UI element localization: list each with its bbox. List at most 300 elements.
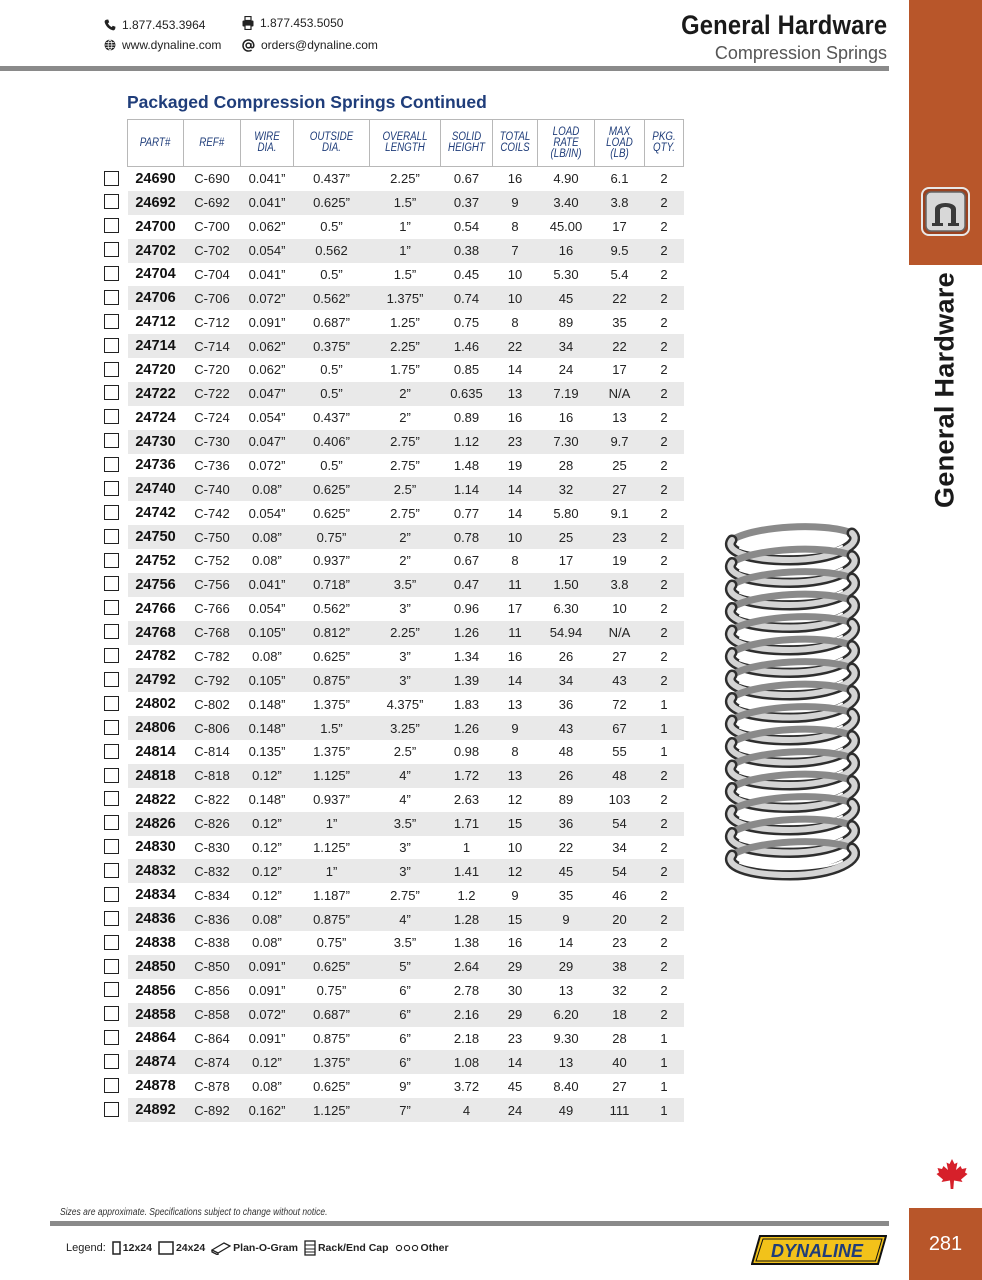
- table-cell: 0.12”: [241, 764, 294, 788]
- table-row: [128, 430, 684, 454]
- email-contact[interactable]: [242, 38, 378, 52]
- table-cell: 22: [558, 839, 574, 855]
- part-number-cell: 24722: [128, 382, 184, 406]
- part-number-cell: 24742: [135, 505, 176, 522]
- table-row: [128, 692, 684, 716]
- table-cell: 9”: [399, 1078, 411, 1094]
- table-cell: 34: [538, 334, 595, 358]
- table-cell: 0.041”: [241, 573, 294, 597]
- table-row: [128, 310, 684, 334]
- table-cell: 0.54: [453, 219, 480, 235]
- table-cell: 2: [645, 573, 684, 597]
- table-cell: 2: [645, 1003, 684, 1027]
- table-cell: 5.4: [610, 266, 629, 282]
- table-cell: 1.5”: [370, 191, 441, 215]
- order-checkbox[interactable]: [104, 720, 119, 735]
- table-row: [128, 1027, 684, 1051]
- table-cell: 16: [507, 648, 523, 664]
- table-cell: 27: [612, 648, 627, 664]
- table-row: [128, 167, 684, 191]
- table-cell: 2.63: [453, 792, 480, 808]
- table-cell: 12: [493, 859, 538, 883]
- compression-spring-image: [724, 510, 860, 882]
- table-cell: 0.562”: [294, 286, 370, 310]
- table-row: [128, 931, 684, 955]
- legend-item-12x24: [112, 1241, 152, 1255]
- order-checkbox[interactable]: [104, 529, 119, 544]
- table-cell: 1.46: [441, 334, 493, 358]
- order-checkbox[interactable]: [104, 362, 119, 377]
- table-cell: 2: [660, 362, 668, 378]
- table-cell: 20: [595, 907, 645, 931]
- table-cell: 0.875”: [294, 907, 370, 931]
- table-row: [128, 812, 684, 836]
- phone-number: 1.877.453.3964: [122, 18, 206, 32]
- table-cell: 0.635: [441, 382, 493, 406]
- table-cell: 1: [660, 696, 668, 712]
- table-cell: 2.18: [453, 1030, 480, 1046]
- table-cell: C-802: [194, 696, 230, 712]
- table-cell: 1.83: [453, 696, 480, 712]
- table-cell: 1.71: [441, 812, 493, 836]
- table-cell: 17: [612, 219, 627, 235]
- order-checkbox[interactable]: [104, 648, 119, 663]
- table-cell: 13: [493, 764, 538, 788]
- table-cell: 0.75”: [316, 935, 347, 951]
- table-cell: 18: [595, 1003, 645, 1027]
- table-cell: 9: [493, 716, 538, 740]
- order-checkbox[interactable]: [104, 385, 119, 400]
- table-cell: 3.72: [453, 1078, 480, 1094]
- table-cell: 19: [612, 553, 627, 569]
- table-cell: 0.5”: [320, 362, 343, 378]
- table-cell: 3”: [399, 839, 411, 855]
- order-checkbox[interactable]: [104, 553, 119, 568]
- table-cell: 0.041”: [241, 191, 294, 215]
- table-cell: 16: [507, 410, 523, 426]
- table-cell: 13: [493, 382, 538, 406]
- website-contact[interactable]: [104, 38, 221, 52]
- table-cell: C-702: [184, 239, 241, 263]
- table-row: [128, 1003, 684, 1027]
- table-cell: 2.25”: [390, 171, 420, 187]
- hardware-category-icon: [921, 187, 970, 236]
- table-cell: 22: [595, 286, 645, 310]
- table-cell: 2.5”: [393, 744, 417, 760]
- table-cell: C-838: [194, 935, 230, 951]
- order-checkbox[interactable]: [104, 959, 119, 974]
- table-cell: 5.80: [553, 505, 579, 521]
- table-cell: C-834: [194, 887, 230, 903]
- table-row: [128, 788, 684, 812]
- order-checkbox[interactable]: [104, 863, 119, 878]
- table-cell: 2: [660, 410, 668, 426]
- column-header: [538, 120, 595, 167]
- table-cell: 72: [612, 696, 627, 712]
- part-number-cell: 24864: [135, 1030, 176, 1047]
- table-cell: C-858: [184, 1003, 241, 1027]
- table-cell: 17: [507, 601, 523, 617]
- table-row: [128, 549, 684, 573]
- table-cell: 0.875”: [294, 668, 370, 692]
- table-cell: 0.5”: [320, 457, 343, 473]
- order-checkbox[interactable]: [104, 314, 119, 329]
- table-cell: 0.08”: [252, 553, 282, 569]
- table-cell: C-742: [194, 505, 230, 521]
- order-checkbox[interactable]: [104, 218, 119, 233]
- footer-divider: [50, 1221, 889, 1226]
- table-cell: 0.625”: [313, 648, 350, 664]
- table-cell: 3”: [399, 648, 411, 664]
- table-cell: 9: [538, 907, 595, 931]
- table-cell: C-826: [184, 812, 241, 836]
- order-checkbox[interactable]: [104, 624, 119, 639]
- table-cell: 45: [538, 859, 595, 883]
- table-cell: 2: [645, 239, 684, 263]
- table-cell: 1.08: [441, 1050, 493, 1074]
- table-cell: 2: [660, 601, 668, 617]
- order-checkbox[interactable]: [104, 576, 119, 591]
- order-checkbox[interactable]: [104, 433, 119, 448]
- table-cell: 0.08”: [241, 525, 294, 549]
- order-checkbox[interactable]: [104, 768, 119, 783]
- table-cell: 0.072”: [248, 457, 286, 473]
- website-link[interactable]: www.dynaline.com: [122, 38, 222, 52]
- table-cell: 1.41: [441, 859, 493, 883]
- order-checkbox[interactable]: [104, 1054, 119, 1069]
- table-cell: 10: [493, 525, 538, 549]
- table-cell: 22: [493, 334, 538, 358]
- table-cell: C-874: [184, 1050, 241, 1074]
- table-cell: 34: [612, 839, 627, 855]
- table-cell: 1”: [294, 812, 370, 836]
- table-cell: 2: [660, 171, 668, 187]
- table-cell: 8: [511, 553, 519, 569]
- part-number-cell: 24766: [135, 600, 176, 617]
- table-cell: 25: [538, 525, 595, 549]
- table-cell: 0.054”: [248, 505, 286, 521]
- table-cell: 1.26: [441, 716, 493, 740]
- table-cell: 19: [507, 457, 523, 473]
- table-cell: 0.875”: [313, 1030, 350, 1046]
- table-cell: 2: [645, 477, 684, 501]
- table-cell: 1”: [370, 239, 441, 263]
- table-cell: C-850: [184, 955, 241, 979]
- order-checkbox[interactable]: [104, 171, 119, 186]
- order-checkbox[interactable]: [104, 290, 119, 305]
- table-cell: 26: [538, 764, 595, 788]
- order-checkbox[interactable]: [104, 194, 119, 209]
- part-number-cell: 24836: [128, 907, 184, 931]
- table-cell: 36: [558, 696, 574, 712]
- part-number-cell: 24878: [135, 1078, 176, 1095]
- table-cell: 24: [558, 362, 574, 378]
- order-checkbox[interactable]: [104, 266, 119, 281]
- table-cell: 23: [507, 1030, 523, 1046]
- order-checkbox[interactable]: [104, 815, 119, 830]
- table-cell: 2.5”: [370, 477, 441, 501]
- table-cell: 0.091”: [241, 955, 294, 979]
- table-cell: 0.937”: [313, 792, 350, 808]
- table-cell: C-752: [194, 553, 230, 569]
- part-number-cell: 24858: [128, 1003, 184, 1027]
- table-cell: 9.30: [553, 1030, 579, 1046]
- table-cell: 2: [660, 792, 668, 808]
- section-title: Packaged Compression Springs Continued: [127, 92, 487, 112]
- table-cell: 0.148”: [241, 716, 294, 740]
- table-row: [128, 597, 684, 621]
- table-cell: 2: [645, 859, 684, 883]
- order-checkbox[interactable]: [104, 1006, 119, 1021]
- column-header: [184, 120, 241, 167]
- table-row: [128, 573, 684, 597]
- order-checkbox[interactable]: [104, 696, 119, 711]
- part-number-cell: 24874: [128, 1050, 184, 1074]
- part-number-cell: 24704: [135, 266, 176, 283]
- table-cell: 2: [660, 266, 668, 282]
- order-checkbox[interactable]: [104, 457, 119, 472]
- table-cell: 2”: [370, 525, 441, 549]
- order-checkbox[interactable]: [104, 242, 119, 257]
- table-cell: 2: [645, 907, 684, 931]
- table-cell: 25: [612, 457, 627, 473]
- table-cell: 6.1: [610, 171, 629, 187]
- order-checkbox[interactable]: [104, 791, 119, 806]
- table-cell: 2: [645, 286, 684, 310]
- table-cell: C-830: [194, 839, 230, 855]
- column-header-label: TOTAL COILS: [499, 131, 531, 154]
- table-row: [128, 334, 684, 358]
- table-cell: 9.5: [595, 239, 645, 263]
- part-number-cell: 24838: [135, 934, 176, 951]
- table-cell: 4”: [370, 764, 441, 788]
- table-cell: 0.85: [453, 362, 480, 378]
- column-header: [493, 120, 538, 167]
- table-cell: 0.437”: [313, 410, 350, 426]
- part-number-cell: 24750: [128, 525, 184, 549]
- table-cell: 4: [441, 1098, 493, 1122]
- table-cell: 23: [493, 430, 538, 454]
- column-header: [128, 120, 184, 167]
- table-cell: 34: [538, 668, 595, 692]
- table-cell: 4”: [399, 792, 411, 808]
- dynaline-logo: [751, 1235, 887, 1265]
- globe-icon: [104, 39, 116, 51]
- table-cell: 1.12: [441, 430, 493, 454]
- table-cell: 2.75”: [370, 430, 441, 454]
- table-cell: 0.5”: [320, 266, 343, 282]
- table-cell: 0.625”: [294, 955, 370, 979]
- part-number-cell: 24822: [135, 791, 176, 808]
- column-header: [595, 120, 645, 167]
- order-checkbox[interactable]: [104, 911, 119, 926]
- table-row: [128, 979, 684, 1003]
- table-cell: C-712: [194, 314, 230, 330]
- table-cell: 0.625”: [294, 477, 370, 501]
- order-checkbox[interactable]: [104, 935, 119, 950]
- table-cell: 3.40: [538, 191, 595, 215]
- column-header: [370, 120, 441, 167]
- table-cell: 0.148”: [248, 696, 286, 712]
- table-cell: 1.375”: [313, 696, 350, 712]
- table-cell: 0.062”: [248, 362, 286, 378]
- table-cell: 3.5”: [393, 935, 417, 951]
- table-cell: C-818: [184, 764, 241, 788]
- table-row: [128, 859, 684, 883]
- order-checkbox[interactable]: [104, 887, 119, 902]
- table-cell: 1: [660, 744, 668, 760]
- table-cell: 0.062”: [248, 219, 286, 235]
- table-cell: 6”: [370, 1050, 441, 1074]
- table-cell: 0.45: [453, 266, 480, 282]
- table-cell: 8: [511, 219, 519, 235]
- table-cell: 0.77: [453, 505, 480, 521]
- table-cell: 2: [660, 219, 668, 235]
- table-row: [128, 668, 684, 692]
- table-cell: 0.08”: [241, 907, 294, 931]
- table-cell: 0.75”: [316, 983, 347, 999]
- table-cell: 1.39: [441, 668, 493, 692]
- table-cell: 49: [538, 1098, 595, 1122]
- table-cell: 2: [645, 955, 684, 979]
- column-header-label: REF#: [199, 136, 225, 149]
- table-cell: 10: [612, 601, 627, 617]
- table-cell: 54: [595, 812, 645, 836]
- order-checkbox[interactable]: [104, 839, 119, 854]
- table-cell: C-878: [194, 1078, 230, 1094]
- table-cell: 2: [660, 457, 668, 473]
- part-number-cell: 24736: [135, 457, 176, 474]
- table-cell: 2: [660, 553, 668, 569]
- disclaimer-note: Sizes are approximate. Specifications subject to change without notice.: [60, 1207, 328, 1218]
- table-cell: 8: [511, 744, 519, 760]
- table-cell: 22: [595, 334, 645, 358]
- table-cell: C-756: [184, 573, 241, 597]
- order-checkbox[interactable]: [104, 744, 119, 759]
- table-cell: 28: [558, 457, 574, 473]
- table-cell: 0.437”: [313, 171, 350, 187]
- table-cell: C-766: [194, 601, 230, 617]
- table-cell: 35: [558, 887, 574, 903]
- table-cell: 55: [612, 744, 627, 760]
- table-cell: 0.89: [453, 410, 480, 426]
- table-cell: C-822: [194, 792, 230, 808]
- part-number-cell: 24814: [135, 743, 176, 760]
- table-cell: 2: [645, 764, 684, 788]
- table-cell: 1.2: [457, 887, 476, 903]
- table-cell: 2: [660, 983, 668, 999]
- order-checkbox[interactable]: [104, 481, 119, 496]
- table-cell: 10: [493, 286, 538, 310]
- table-cell: 0.67: [453, 553, 480, 569]
- part-number-cell: 24724: [135, 409, 176, 426]
- three-dots-icon: [395, 1244, 419, 1252]
- table-cell: 32: [612, 983, 627, 999]
- table-cell: 54: [595, 859, 645, 883]
- table-cell: 0.75: [453, 314, 480, 330]
- table-cell: N/A: [595, 621, 645, 645]
- order-checkbox[interactable]: [104, 1102, 119, 1117]
- table-cell: 0.5”: [320, 219, 343, 235]
- table-cell: 2: [660, 887, 668, 903]
- part-number-cell: 24802: [135, 696, 176, 713]
- table-cell: 2”: [399, 553, 411, 569]
- table-cell: 7.30: [538, 430, 595, 454]
- table-cell: 1.26: [441, 621, 493, 645]
- table-cell: 29: [538, 955, 595, 979]
- table-cell: 1: [645, 716, 684, 740]
- table-cell: 0.375”: [294, 334, 370, 358]
- order-checkbox[interactable]: [104, 600, 119, 615]
- column-header-label: PKG. QTY.: [652, 131, 676, 154]
- table-row: [128, 454, 684, 478]
- table-cell: 3”: [370, 859, 441, 883]
- table-cell: 2: [645, 430, 684, 454]
- table-row: [128, 740, 684, 764]
- order-checkbox[interactable]: [104, 338, 119, 353]
- table-cell: 4”: [370, 907, 441, 931]
- table-cell: C-864: [194, 1030, 230, 1046]
- email-link[interactable]: orders@dynaline.com: [261, 38, 378, 52]
- order-checkbox[interactable]: [104, 1078, 119, 1093]
- column-header-label: MAX LOAD (LB): [606, 125, 633, 160]
- table-cell: 32: [538, 477, 595, 501]
- table-cell: 23: [612, 935, 627, 951]
- table-cell: 0.625”: [313, 1078, 350, 1094]
- part-number-cell: 24692: [128, 191, 184, 215]
- table-cell: 0.12”: [252, 839, 282, 855]
- table-cell: 0.625”: [313, 505, 350, 521]
- order-checkbox[interactable]: [104, 1030, 119, 1045]
- table-cell: 0.562”: [313, 601, 350, 617]
- rectangle-tall-icon: [112, 1241, 121, 1255]
- table-cell: 67: [595, 716, 645, 740]
- table-row: [128, 501, 684, 525]
- table-cell: 1”: [294, 859, 370, 883]
- order-checkbox[interactable]: [104, 982, 119, 997]
- part-number-cell: 24702: [128, 239, 184, 263]
- phone-icon: [104, 19, 116, 31]
- part-number-cell: 24806: [128, 716, 184, 740]
- table-cell: 1.72: [441, 764, 493, 788]
- table-cell: 0.67: [453, 171, 480, 187]
- table-cell: 1: [660, 1078, 668, 1094]
- table-cell: 14: [507, 362, 523, 378]
- table-cell: C-782: [194, 648, 230, 664]
- table-row: [128, 525, 684, 549]
- table-cell: 2.25”: [370, 334, 441, 358]
- table-cell: 0.406”: [294, 430, 370, 454]
- table-cell: 1.125”: [294, 1098, 370, 1122]
- table-cell: 0.687”: [313, 314, 350, 330]
- table-cell: 1: [645, 1050, 684, 1074]
- table-row: [128, 907, 684, 931]
- order-checkbox[interactable]: [104, 409, 119, 424]
- table-cell: C-814: [194, 744, 230, 760]
- table-cell: C-740: [184, 477, 241, 501]
- order-checkbox[interactable]: [104, 672, 119, 687]
- table-cell: 48: [595, 764, 645, 788]
- brand-wordmark: DYNALINE: [770, 1241, 864, 1261]
- table-cell: 1.5”: [294, 716, 370, 740]
- order-checkbox[interactable]: [104, 505, 119, 520]
- spring-spec-table: [127, 119, 684, 1122]
- table-cell: C-714: [184, 334, 241, 358]
- table-cell: 29: [493, 1003, 538, 1027]
- table-row: [128, 1098, 684, 1122]
- part-number-cell: 24782: [135, 648, 176, 665]
- table-row: [128, 358, 684, 382]
